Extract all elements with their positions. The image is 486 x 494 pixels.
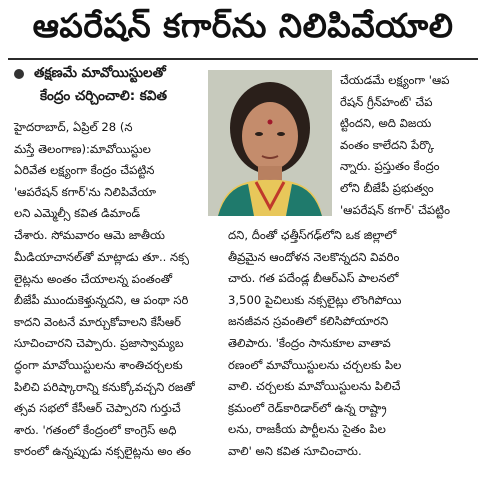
right-line: వాలి' అని కవిత సూచించారు.: [228, 443, 362, 458]
left-narrow-line: చేశారు. సోమవారం ఆమె జాతీయ: [14, 227, 165, 242]
left-line: శారు. 'గతంలో కేంద్రంలో కాంగ్రెస్ అధి: [14, 422, 177, 437]
right-line: రణంలో మావోయిస్టులను చర్చలకు పిల: [228, 357, 402, 372]
left-line: మీడియాచానల్‌తో మాట్లాడు తూ.. నక్స: [14, 250, 189, 264]
left-line: పిలిచి పరిష్కారాన్ని కనుక్కోవచ్చని రజతో: [14, 379, 195, 394]
right-line: జనజీవన స్రవంతిలో కలిసిపోయారని: [228, 314, 389, 329]
right-line: లను, రాజకీయ పార్టీలను సైతం పిల: [228, 422, 386, 437]
headline-rule: [8, 58, 478, 60]
left-narrow-line: హైదరాబాద్, ఏప్రిల్ 28 (న: [14, 120, 133, 134]
right-line: క్రమంలో రెడ్‌కారిడార్‌లో ఉన్న రాష్ట్రా: [228, 400, 387, 415]
left-narrow-line: 'ఆపరేషన్ కగార్'ను నిలిపివేయా: [14, 184, 157, 199]
article-column-left: [14, 247, 222, 463]
left-line: కాదని వెంటనే మార్చుకోవాలని కేసీఆర్: [14, 314, 182, 329]
article-column-right-bottom: [228, 225, 474, 463]
bullet-icon: [14, 69, 24, 79]
right-line: చారు. గత పదేండ్ల బీఆర్‌ఎస్ పాలనలో: [228, 271, 399, 286]
subheadline: [14, 62, 222, 108]
right-line: వంతం కాలేదని పేర్కొ: [340, 137, 435, 152]
left-line: లైట్లను అంతం చేయాలన్న పంతంతో: [14, 271, 173, 286]
left-narrow-line: మస్తే తెలంగాణ):మావోయిస్టుల: [14, 141, 151, 156]
left-line: సూచించారని చెప్పారు. ప్రజాస్వామ్యబ: [14, 336, 184, 351]
subheadline-line-1-text: తక్షణమే మావోయిస్టులతో: [34, 65, 166, 81]
subheadline-line-2: కేంద్రం చర్చించాలి: కవిత: [40, 88, 167, 104]
right-line: తీవ్రమైన ఆందోళన నెలకొన్నదని వివరిం: [228, 249, 400, 264]
left-line: కారంలో ఉన్నప్పుడు నక్సలైట్లను అం తం: [14, 444, 192, 459]
right-line: తెలిపారు. 'కేంద్రం సానుకూల వాతావ: [228, 335, 391, 350]
left-line: త్సవ సభలో కేసీఆర్ చెప్పారని గుర్తుచే: [14, 401, 181, 416]
right-line: చేయడమే లక్ష్యంగా 'ఆప: [340, 73, 450, 87]
right-line: 'ఆపరేషన్ కగార్' చేపట్టిం: [340, 202, 451, 217]
portrait-illustration: [208, 70, 332, 216]
subheadline-line-1: [14, 62, 222, 85]
right-line: ట్టిందని, అది విజయ: [340, 116, 432, 131]
portrait-photo: [208, 70, 332, 216]
article-column-left-narrow: [14, 117, 222, 247]
article-column-right-top: [340, 70, 474, 221]
left-line: ద్ధంగా మావోయిస్టులను శాంతిచర్చలకు: [14, 357, 183, 372]
headline: ఆపరేషన్ కగార్‌ను నిలిపివేయాలి: [32, 5, 454, 45]
right-line: రేషన్ గ్రీన్‌హంట్' చేప: [340, 94, 433, 109]
right-line: 3,500 పైచిలుకు నక్సలైట్లు లొంగిపోయి: [228, 292, 402, 307]
right-line: వాలి. చర్చలకు మావోయిస్టులను పిలిచే: [228, 379, 401, 394]
left-line: బీజేపీ ముందుకెళ్తున్నదని, ఆ పంథా సరి: [14, 293, 189, 308]
right-line: లోని బీజేపీ ప్రభుత్వం: [340, 180, 434, 195]
left-narrow-line: లని ఎమ్మెల్సీ కవిత డిమాండ్: [14, 206, 141, 221]
right-line: దని, దీంతో ఛత్తీస్‌గఢ్‌లోని ఒక జిల్లాలో: [228, 228, 397, 242]
right-line: న్నారు. ప్రస్తుతం కేంద్రం: [340, 159, 440, 174]
left-narrow-line: ఏరివేత లక్ష్యంగా కేంద్రం చేపట్టిన: [14, 163, 155, 178]
